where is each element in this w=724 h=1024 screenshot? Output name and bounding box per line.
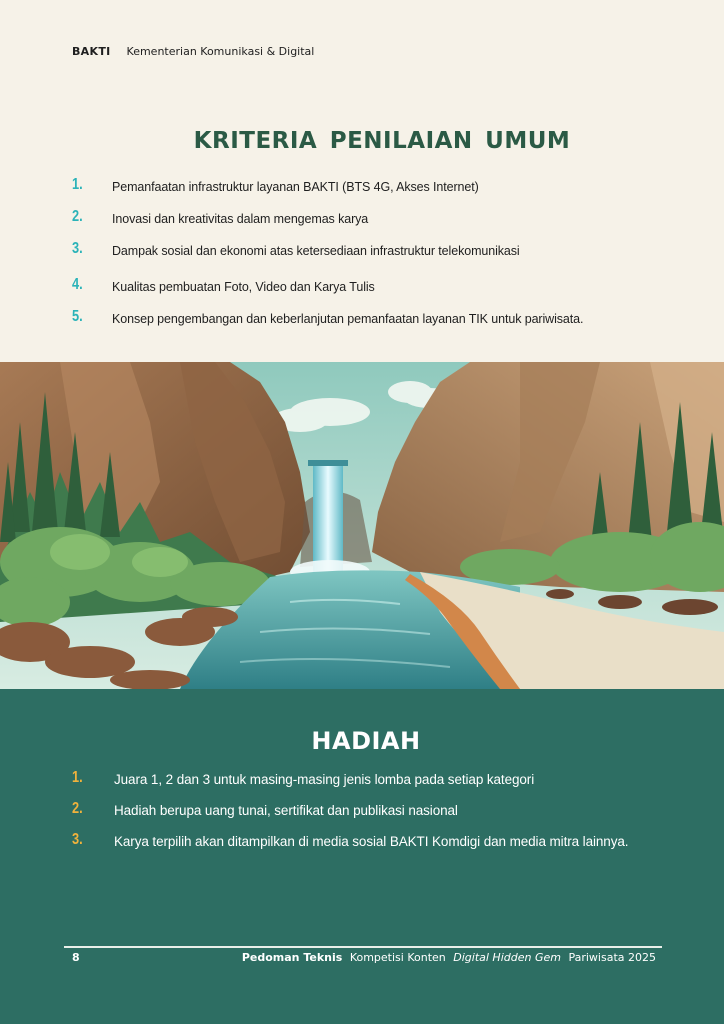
criteria-number: 3. bbox=[72, 240, 83, 257]
waterfall-illustration bbox=[0, 362, 724, 689]
prize-item bbox=[72, 769, 692, 791]
criteria-text: Pemanfaatan infrastruktur layanan BAKTI (BTS 4G, Akses Internet) bbox=[112, 180, 479, 194]
prize-number: 1. bbox=[72, 769, 83, 786]
prize-text: Juara 1, 2 dan 3 untuk masing-masing jenis lomba pada setiap kategori bbox=[114, 772, 535, 787]
page-header bbox=[72, 45, 314, 58]
page-number: 8 bbox=[72, 951, 80, 964]
prize-item bbox=[72, 831, 692, 853]
criteria-item bbox=[72, 176, 672, 198]
prize-item bbox=[72, 800, 692, 822]
criteria-text: Konsep pengembangan dan keberlanjutan pemanfaatan layanan TIK untuk pariwisata. bbox=[112, 312, 584, 326]
criteria-item bbox=[72, 308, 672, 330]
footer-tail-text: Pariwisata 2025 bbox=[568, 951, 656, 964]
footer-bold-text: Pedoman Teknis bbox=[241, 951, 343, 964]
criteria-section bbox=[0, 0, 724, 362]
header-ministry: Kementerian Komunikasi & Digital bbox=[126, 45, 315, 58]
prize-number: 2. bbox=[72, 800, 83, 817]
prize-number: 3. bbox=[72, 831, 83, 848]
criteria-item bbox=[72, 240, 672, 262]
header-brand: BAKTI bbox=[72, 45, 111, 58]
criteria-text: Inovasi dan kreativitas dalam mengemas karya bbox=[112, 212, 369, 226]
criteria-item bbox=[72, 208, 672, 230]
prize-section bbox=[0, 689, 724, 1024]
prize-text: Karya terpilih akan ditampilkan di media sosial BAKTI Komdigi dan media mitra lainnya. bbox=[114, 834, 629, 849]
criteria-title: KRITERIA PENILAIAN UMUM bbox=[193, 128, 571, 154]
criteria-list bbox=[72, 176, 672, 340]
prize-title: HADIAH bbox=[311, 727, 421, 755]
prize-text: Hadiah berupa uang tunai, sertifikat dan publikasi nasional bbox=[114, 803, 458, 818]
criteria-item bbox=[72, 276, 672, 298]
waterfall-landscape-image bbox=[0, 362, 724, 689]
criteria-text: Kualitas pembuatan Foto, Video dan Karya Tulis bbox=[112, 280, 375, 294]
criteria-number: 5. bbox=[72, 308, 83, 325]
footer-document-title bbox=[238, 951, 656, 964]
criteria-number: 2. bbox=[72, 208, 83, 225]
footer-italic-text: Digital Hidden Gem bbox=[453, 951, 561, 964]
page-footer bbox=[72, 951, 656, 964]
footer-divider bbox=[64, 946, 662, 948]
criteria-number: 1. bbox=[72, 176, 83, 193]
prize-list bbox=[72, 769, 692, 862]
criteria-text: Dampak sosial dan ekonomi atas ketersediaan infrastruktur telekomunikasi bbox=[112, 244, 520, 258]
criteria-number: 4. bbox=[72, 276, 83, 293]
footer-text: Kompetisi Konten bbox=[349, 951, 446, 964]
